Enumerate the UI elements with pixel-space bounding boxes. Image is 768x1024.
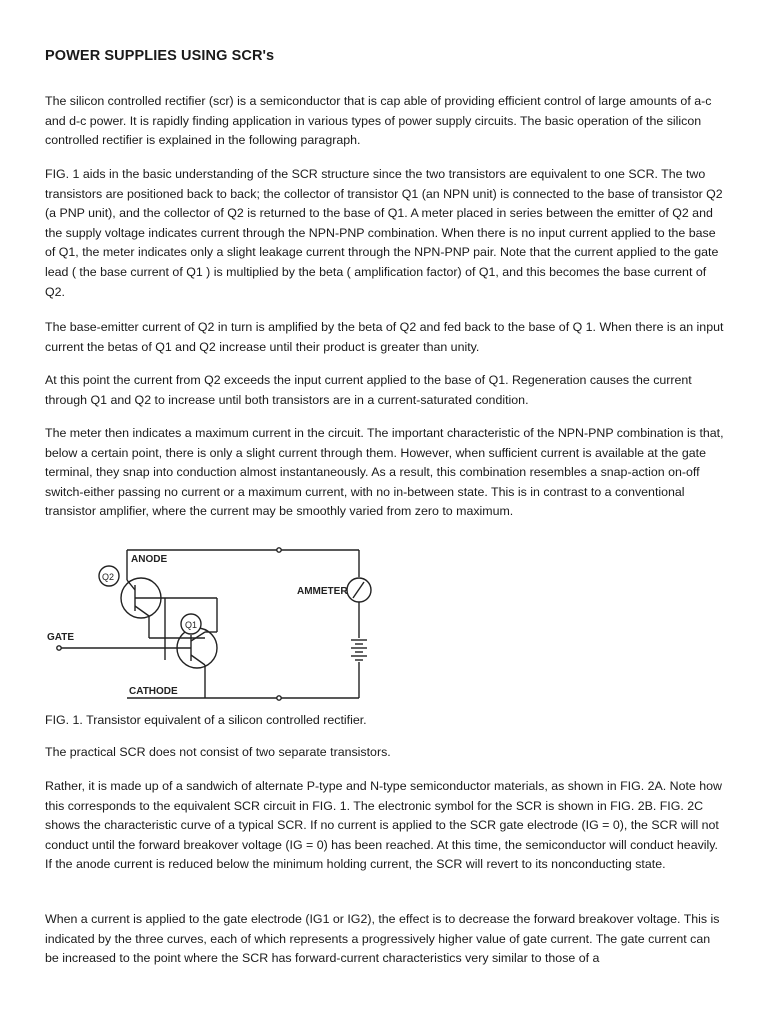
label-q1: Q1 bbox=[185, 620, 198, 630]
paragraph-base-emitter: The base-emitter current of Q2 in turn is amplified by the beta of Q2 and fed back to the base of Q 1. When there is an input current the betas of Q1 and Q2 increase until their product is greater than unity. bbox=[45, 320, 724, 354]
label-gate: GATE bbox=[47, 632, 75, 643]
paragraph-fig1-explanation: FIG. 1 aids in the basic understanding of the SCR structure since the two transistors are equivalent to one SCR. The two transistors are positioned back to back; the collector of transistor Q1 (an NPN unit) is connected to the base of transistor Q2 (a PNP unit), and the collector of Q2 is returned to the base of Q1. A meter placed in series between the emitter of Q2 and the supply voltage indicates current through the NPN-PNP combination. When there is no input current applied to the base of Q1, the meter indicates only a slight leakage current through the NPN-PNP pair. Note that the current applied to the gate lead ( the base current of Q1 ) is multiplied by the beta ( amplification factor) of Q1, and this becomes the base current of Q2. bbox=[45, 167, 723, 299]
label-q2: Q2 bbox=[102, 572, 115, 582]
paragraph-gate-current: When a current is applied to the gate electrode (IG1 or IG2), the effect is to decrease the forward breakover voltage. This is indicated by the three curves, each of which represents a progressively higher value of gate current. The gate current can be increased to the point where the SCR has forward-current characteristics very similar to those of a bbox=[45, 912, 720, 966]
label-ammeter: AMMETER bbox=[297, 586, 348, 597]
paragraph-regeneration: At this point the current from Q2 exceeds the input current applied to the base of Q1. Regeneration causes the current through Q1 and Q2 to increase until both transistors are in a current-saturated condition. bbox=[45, 373, 692, 407]
paragraph-meter: The meter then indicates a maximum current in the circuit. The important characteristic of the NPN-PNP combination is that, below a certain point, there is only a slight current through them. However, when sufficient current is available at the gate terminal, they snap into conduction almost instantaneously. As a result, this combination resembles a snap-action on-off switch-either passing no current or a maximum current, with no in-between state. This is in contrast to a conventional transistor amplifier, where the current may be smoothly varied from zero to maximum. bbox=[45, 426, 724, 519]
paragraph-intro: The silicon controlled rectifier (scr) is a semiconductor that is cap able of providing efficient control of large amounts of a-c and d-c power. It is rapidly finding application in various types of power supply circuits. The basic operation of the silicon controlled rectifier is explained in the following paragraph. bbox=[45, 94, 712, 148]
document-title: POWER SUPPLIES USING SCR's bbox=[45, 48, 275, 64]
paragraph-sandwich: Rather, it is made up of a sandwich of alternate P-type and N-type semiconductor materials, as shown in FIG. 2A. Note how this corresponds to the equivalent SCR circuit in FIG. 1. The electronic symbol for the SCR is shown in FIG. 2B. FIG. 2C shows the characteristic curve of a typical SCR. If no current is applied to the SCR gate electrode (IG = 0), the SCR will not conduct until the forward breakover voltage (IG = 0) has been reached. At this time, the semiconductor will conduct heavily. If the anode current is reduced below the minimum holding current, the SCR will revert to its nonconducting state. bbox=[45, 779, 722, 872]
label-cathode: CATHODE bbox=[129, 686, 178, 697]
fig1-caption: FIG. 1. Transistor equivalent of a silicon controlled rectifier. bbox=[45, 713, 367, 727]
paragraph-practical-scr: The practical SCR does not consist of two separate transistors. bbox=[45, 745, 391, 759]
fig1-circuit-diagram bbox=[45, 540, 385, 710]
label-anode: ANODE bbox=[131, 554, 168, 565]
